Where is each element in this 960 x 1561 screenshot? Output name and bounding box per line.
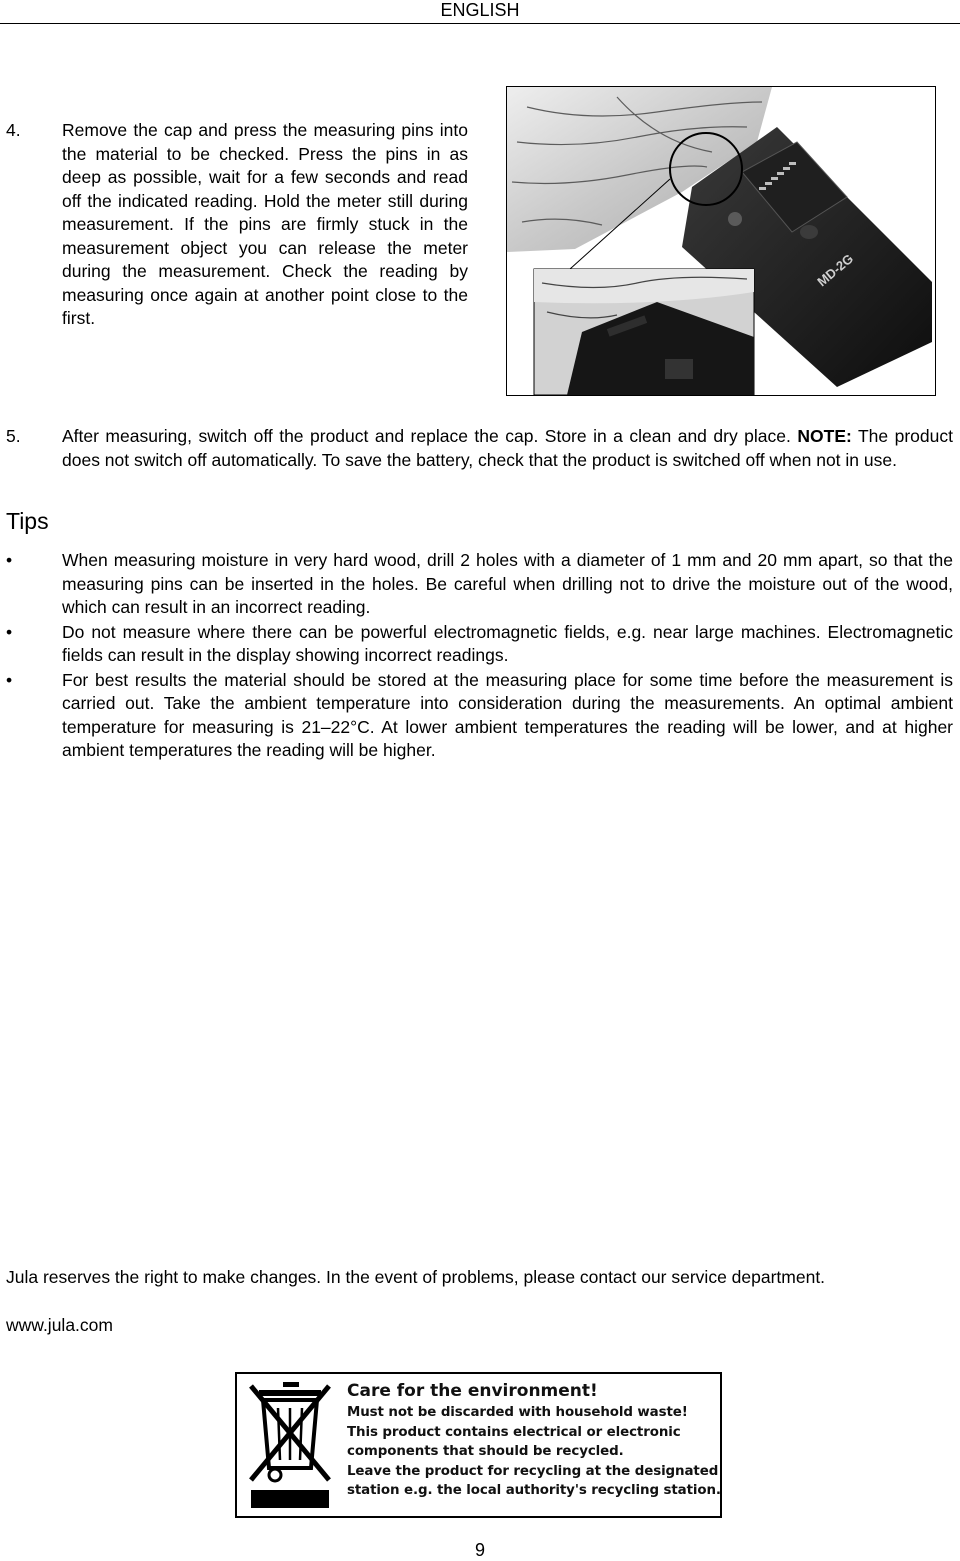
step-4-text: Remove the cap and press the measuring pins into the material to be checked. Press the pins in as deep as possible, wait for a few seconds and read off the indicated reading. Hold the meter still during measurement. If the pins are firmly stuck in the measurement object you can release the meter during the measurement. Check the reading by measuring once again at another point close to the first. [62, 120, 468, 328]
footer-url: www.jula.com [6, 1315, 113, 1335]
tip-item [6, 669, 953, 763]
step-4 [6, 119, 468, 331]
recycling-line: Must not be discarded with household waste! [347, 1405, 688, 1420]
step-5-main-text: After measuring, switch off the product and replace the cap. Store in a clean and dry place. [62, 426, 798, 446]
header-language: ENGLISH [440, 0, 520, 20]
recycling-text [347, 1379, 719, 1501]
step-5-number: 5. [6, 426, 21, 446]
bullet: • [6, 550, 13, 570]
step-4-number: 4. [6, 120, 21, 140]
moisture-meter-photo [506, 86, 936, 396]
recycling-line: This product contains electrical or electronic [347, 1424, 681, 1440]
recycling-line: station e.g. the local authority's recycling station. [347, 1483, 721, 1499]
bullet: • [6, 621, 13, 642]
tip-item [6, 621, 953, 668]
note-label: NOTE: [797, 426, 852, 446]
step-5 [6, 425, 953, 472]
tip-text: For best results the material should be stored at the measuring place for some time before the measurement is carried out. Take the ambient temperature into consideration during the measurements. An optimal ambient temperature for measuring is 21–22°C. At lower ambient temperatures the reading will be lower, and at higher ambient temperatures the reading will be higher. [62, 669, 953, 760]
tip-item [6, 549, 953, 620]
page-number: 9 [474, 1540, 485, 1560]
tip-text: When measuring moisture in very hard wood, drill 2 holes with a diameter of 1 mm and 20 mm apart, so that the measuring pins can be inserted in the holes. Be careful when drilling not to drive the moisture out of the wood, which can result in an incorrect reading. [62, 550, 953, 617]
tips-heading: Tips [6, 508, 49, 534]
footer-notice: Jula reserves the right to make changes. In the event of problems, please contact our service department. [6, 1267, 826, 1287]
recycling-title: Care for the environment! [347, 1381, 598, 1401]
recycling-line: Leave the product for recycling at the designated [347, 1463, 719, 1479]
recycling-line: components that should be recycled. [347, 1444, 624, 1460]
device-model-label: MD-2G [814, 250, 857, 290]
step-5-text [62, 425, 953, 472]
tip-text: Do not measure where there can be powerful electromagnetic fields, e.g. near large machines. Electromagnetic fields can result in the display showing incorrect readings. [62, 621, 953, 665]
crossed-out-wheelie-bin-icon [245, 1380, 335, 1510]
close-up-inset [534, 269, 754, 395]
page-header [0, 0, 960, 24]
recycling-notice-box [235, 1372, 722, 1518]
tips-list [6, 549, 953, 764]
moisture-meter-illustration [507, 87, 935, 395]
bullet: • [6, 669, 13, 690]
note-text: The product does not switch off automatically. To save the battery, check that the product is switched off when not in use. [62, 426, 953, 470]
